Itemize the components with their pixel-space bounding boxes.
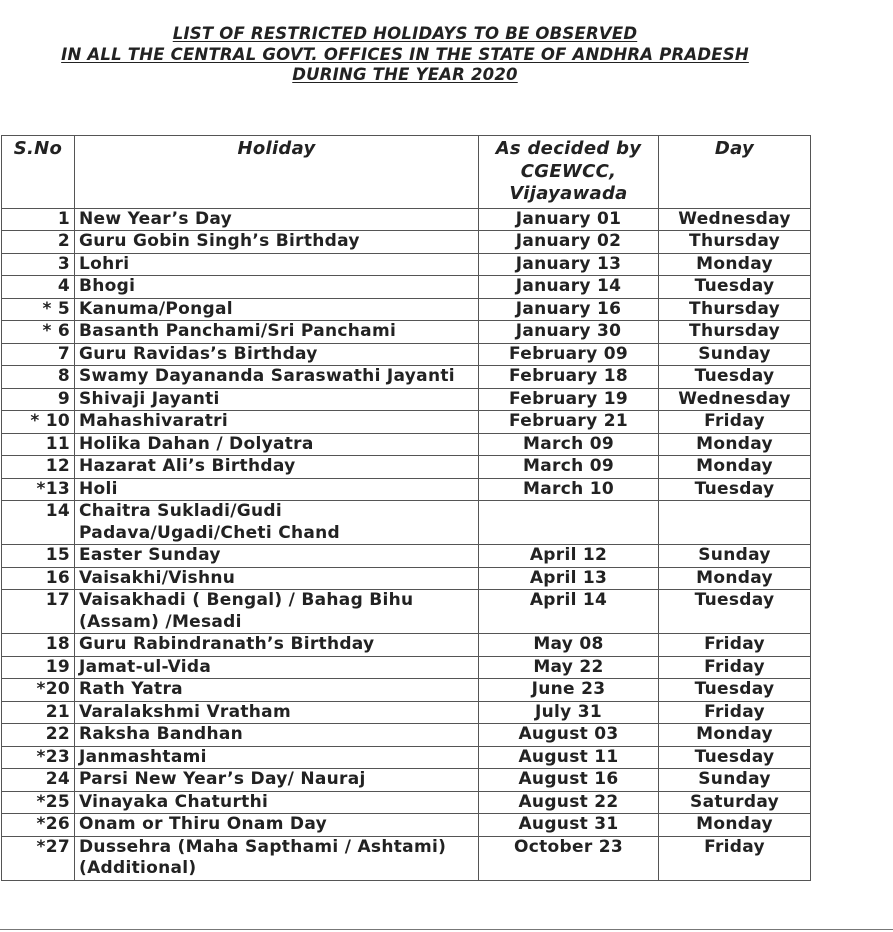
cell-day <box>659 501 811 545</box>
cell-day: Thursday <box>659 321 811 344</box>
cell-date: January 01 <box>479 208 659 231</box>
cell-holiday: Hazarat Ali’s Birthday <box>75 456 479 479</box>
cell-sno: * 10 <box>2 411 75 434</box>
cell-holiday: Jamat-ul-Vida <box>75 656 479 679</box>
bottom-divider <box>0 929 893 930</box>
header-decided-line-2: CGEWCC, <box>520 160 617 182</box>
cell-sno: 2 <box>2 231 75 254</box>
cell-holiday: Dussehra (Maha Sapthami / Ashtami) (Additional) <box>75 836 479 880</box>
title-line-3: DURING THE YEAR 2020 <box>292 65 518 84</box>
cell-date: February 18 <box>479 366 659 389</box>
cell-sno: 11 <box>2 433 75 456</box>
table-row <box>2 433 811 456</box>
cell-day: Monday <box>659 814 811 837</box>
table-row <box>2 634 811 657</box>
cell-day: Monday <box>659 456 811 479</box>
cell-sno: 8 <box>2 366 75 389</box>
table-row <box>2 343 811 366</box>
title-line-2: IN ALL THE CENTRAL GOVT. OFFICES IN THE STATE OF ANDHRA PRADESH <box>61 44 749 64</box>
table-row <box>2 456 811 479</box>
table-header-row <box>2 136 811 209</box>
cell-sno: *23 <box>2 746 75 769</box>
table-row <box>2 746 811 769</box>
cell-day: Friday <box>659 701 811 724</box>
cell-date: February 19 <box>479 388 659 411</box>
cell-day: Monday <box>659 567 811 590</box>
document-title <box>0 24 810 86</box>
cell-date: July 31 <box>479 701 659 724</box>
table-row <box>2 208 811 231</box>
cell-sno: *20 <box>2 679 75 702</box>
table-row <box>2 298 811 321</box>
cell-day: Sunday <box>659 545 811 568</box>
cell-holiday: Easter Sunday <box>75 545 479 568</box>
cell-holiday: Mahashivaratri <box>75 411 479 434</box>
cell-date: January 16 <box>479 298 659 321</box>
cell-holiday: Kanuma/Pongal <box>75 298 479 321</box>
cell-date: January 02 <box>479 231 659 254</box>
cell-date: January 13 <box>479 253 659 276</box>
cell-sno: *27 <box>2 836 75 880</box>
cell-holiday: Guru Rabindranath’s Birthday <box>75 634 479 657</box>
cell-holiday: Guru Gobin Singh’s Birthday <box>75 231 479 254</box>
cell-day: Tuesday <box>659 366 811 389</box>
cell-date: March 09 <box>479 433 659 456</box>
table-row <box>2 701 811 724</box>
table-body <box>2 208 811 880</box>
cell-sno: 3 <box>2 253 75 276</box>
cell-sno: 21 <box>2 701 75 724</box>
cell-holiday: Guru Ravidas’s Birthday <box>75 343 479 366</box>
cell-date: April 12 <box>479 545 659 568</box>
table-row <box>2 590 811 634</box>
cell-holiday: Parsi New Year’s Day/ Nauraj <box>75 769 479 792</box>
table-row <box>2 814 811 837</box>
cell-day: Tuesday <box>659 590 811 634</box>
cell-day: Wednesday <box>659 388 811 411</box>
cell-holiday: Varalakshmi Vratham <box>75 701 479 724</box>
cell-day: Monday <box>659 253 811 276</box>
cell-holiday: Vinayaka Chaturthi <box>75 791 479 814</box>
cell-sno: 22 <box>2 724 75 747</box>
table-row <box>2 366 811 389</box>
cell-holiday: Lohri <box>75 253 479 276</box>
cell-day: Friday <box>659 656 811 679</box>
cell-date: February 21 <box>479 411 659 434</box>
cell-sno: *25 <box>2 791 75 814</box>
title-line-1: LIST OF RESTRICTED HOLIDAYS TO BE OBSERVED <box>172 24 638 43</box>
cell-date: March 09 <box>479 456 659 479</box>
cell-date: August 03 <box>479 724 659 747</box>
cell-sno: 15 <box>2 545 75 568</box>
table-row <box>2 231 811 254</box>
table-row <box>2 545 811 568</box>
cell-day: Thursday <box>659 231 811 254</box>
table-row <box>2 411 811 434</box>
table-row <box>2 388 811 411</box>
cell-day: Sunday <box>659 769 811 792</box>
cell-holiday: Vaisakhadi ( Bengal) / Bahag Bihu (Assam) /Mesadi <box>75 590 479 634</box>
cell-holiday: Rath Yatra <box>75 679 479 702</box>
table-row <box>2 679 811 702</box>
cell-holiday: Shivaji Jayanti <box>75 388 479 411</box>
cell-holiday: Raksha Bandhan <box>75 724 479 747</box>
cell-sno: 14 <box>2 501 75 545</box>
cell-sno: 1 <box>2 208 75 231</box>
cell-day: Friday <box>659 836 811 880</box>
cell-day: Sunday <box>659 343 811 366</box>
header-day: Day <box>659 136 811 209</box>
cell-sno: 7 <box>2 343 75 366</box>
cell-date: August 22 <box>479 791 659 814</box>
cell-day: Monday <box>659 433 811 456</box>
cell-holiday: Chaitra Sukladi/Gudi Padava/Ugadi/Cheti Chand <box>75 501 479 545</box>
cell-holiday: Janmashtami <box>75 746 479 769</box>
table-row <box>2 567 811 590</box>
cell-date: January 14 <box>479 276 659 299</box>
cell-sno: 4 <box>2 276 75 299</box>
holidays-table <box>1 135 811 881</box>
cell-date: June 23 <box>479 679 659 702</box>
header-holiday: Holiday <box>75 136 479 209</box>
cell-day: Friday <box>659 411 811 434</box>
table-row <box>2 253 811 276</box>
cell-date: October 23 <box>479 836 659 880</box>
cell-date: February 09 <box>479 343 659 366</box>
cell-holiday: Holi <box>75 478 479 501</box>
cell-date: May 22 <box>479 656 659 679</box>
cell-sno: 19 <box>2 656 75 679</box>
cell-sno: 12 <box>2 456 75 479</box>
header-sno: S.No <box>2 136 75 209</box>
cell-holiday: New Year’s Day <box>75 208 479 231</box>
cell-day: Saturday <box>659 791 811 814</box>
cell-sno: * 5 <box>2 298 75 321</box>
cell-day: Tuesday <box>659 276 811 299</box>
cell-date: April 13 <box>479 567 659 590</box>
table-row <box>2 501 811 545</box>
cell-holiday: Bhogi <box>75 276 479 299</box>
cell-holiday: Basanth Panchami/Sri Panchami <box>75 321 479 344</box>
cell-date: April 14 <box>479 590 659 634</box>
cell-date: March 10 <box>479 478 659 501</box>
cell-sno: 17 <box>2 590 75 634</box>
cell-sno: *13 <box>2 478 75 501</box>
cell-date: May 08 <box>479 634 659 657</box>
header-decided-by <box>479 136 659 209</box>
table-row <box>2 478 811 501</box>
cell-sno: 16 <box>2 567 75 590</box>
cell-sno: * 6 <box>2 321 75 344</box>
cell-holiday: Onam or Thiru Onam Day <box>75 814 479 837</box>
cell-date <box>479 501 659 545</box>
cell-day: Tuesday <box>659 478 811 501</box>
header-decided-line-3: Vijayawada <box>509 183 628 204</box>
header-decided-line-1: As decided by <box>495 138 642 159</box>
cell-sno: *26 <box>2 814 75 837</box>
table-row <box>2 656 811 679</box>
cell-day: Wednesday <box>659 208 811 231</box>
cell-sno: 24 <box>2 769 75 792</box>
cell-day: Tuesday <box>659 679 811 702</box>
table-row <box>2 724 811 747</box>
cell-sno: 9 <box>2 388 75 411</box>
table-row <box>2 321 811 344</box>
table-row <box>2 791 811 814</box>
cell-sno: 18 <box>2 634 75 657</box>
cell-date: August 16 <box>479 769 659 792</box>
table-row <box>2 769 811 792</box>
cell-date: January 30 <box>479 321 659 344</box>
cell-holiday: Vaisakhi/Vishnu <box>75 567 479 590</box>
cell-day: Friday <box>659 634 811 657</box>
cell-date: August 11 <box>479 746 659 769</box>
cell-date: August 31 <box>479 814 659 837</box>
cell-day: Monday <box>659 724 811 747</box>
table-row <box>2 276 811 299</box>
cell-day: Thursday <box>659 298 811 321</box>
cell-holiday: Holika Dahan / Dolyatra <box>75 433 479 456</box>
table-row <box>2 836 811 880</box>
cell-day: Tuesday <box>659 746 811 769</box>
cell-holiday: Swamy Dayananda Saraswathi Jayanti <box>75 366 479 389</box>
